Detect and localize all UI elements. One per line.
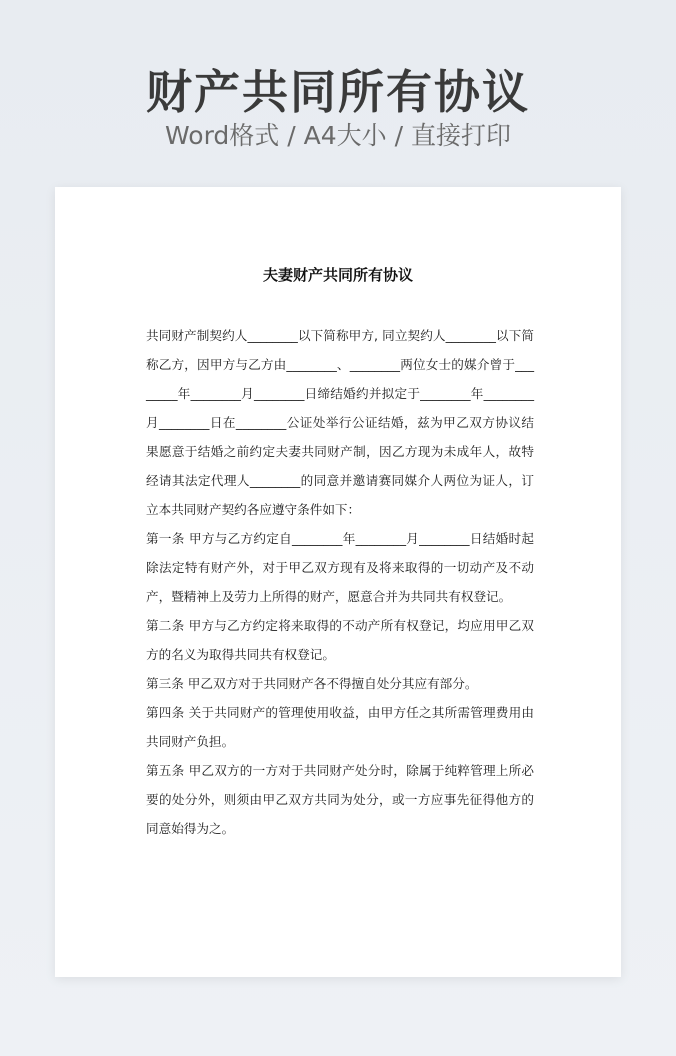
paragraph-article-2: 第二条 甲方与乙方约定将来取得的不动产所有权登记，均应用甲乙双方的名义为取得共同共有权登记。 xyxy=(146,618,534,662)
document-title: 夫妻财产共同所有协议 xyxy=(262,266,413,284)
document-body xyxy=(146,321,534,843)
paragraph-article-3: 第三条 甲乙双方对于共同财产各不得擅自处分其应有部分。 xyxy=(146,676,478,691)
paragraph-article-1: 第一条 甲方与乙方约定自________年________月________日结婚时起除法定特有财产外，对于甲乙双方现有及将来取得的一切动产及不动产，暨精神上及劳力上所得的财产，愿意合并为共同共有权登记。 xyxy=(146,531,534,604)
banner-title: 财产共同所有协议 xyxy=(146,65,530,119)
paragraph-article-5: 第五条 甲乙双方的一方对于共同财产处分时，除属于纯粹管理上所必要的处分外，则须由甲乙双方共同为处分，或一方应事先征得他方的同意始得为之。 xyxy=(146,763,534,836)
document-page xyxy=(55,187,621,977)
banner-subtitle: Word格式 / A4大小 / 直接打印 xyxy=(165,121,511,150)
header-banner xyxy=(0,0,676,180)
paragraph-article-4: 第四条 关于共同财产的管理使用收益，由甲方任之其所需管理费用由共同财产负担。 xyxy=(146,705,534,749)
paragraph-intro: 共同财产制契约人________以下简称甲方, 同立契约人________以下简称乙方，因甲方与乙方由________、________两位女士的媒介曾于________年________月________日缔结婚约并拟定于________年________月________日在________公证处举行公证结婚，兹为甲乙双方协议结果愿意于结婚之前约定夫妻共同财产制，因乙方现为未成年人，故特经请其法定代理人________的同意并邀请赛同媒介人两位为证人，订立本共同财产契约各应遵守条件如下： xyxy=(146,328,534,517)
